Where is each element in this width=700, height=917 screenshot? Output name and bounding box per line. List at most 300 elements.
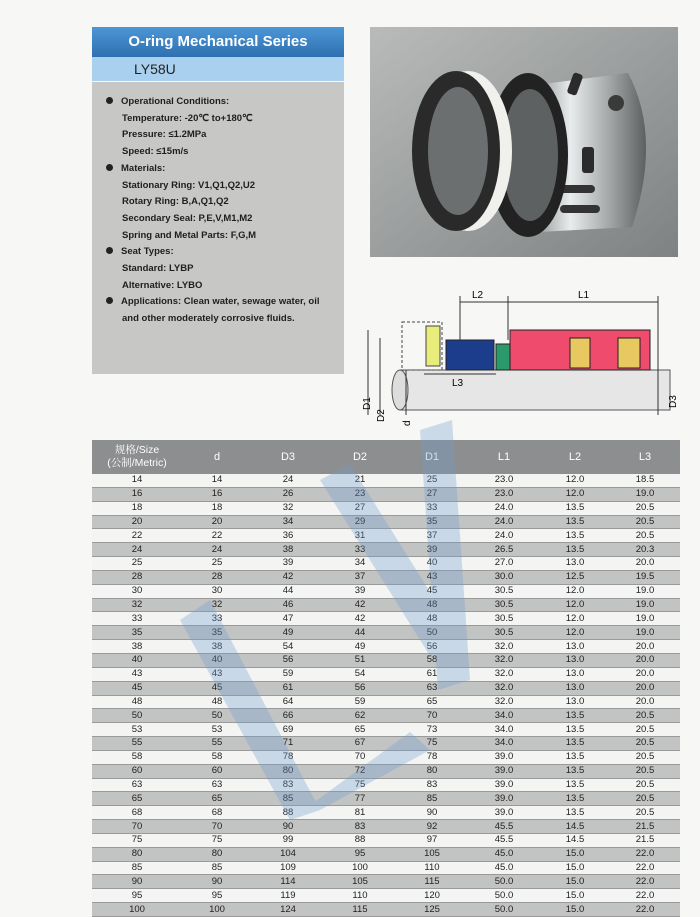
- table-cell: 21.5: [610, 833, 680, 847]
- table-cell: 54: [324, 667, 396, 681]
- table-cell: 42: [324, 612, 396, 626]
- table-cell: 25: [396, 474, 468, 487]
- table-cell: 32.0: [468, 667, 540, 681]
- spec-heading: [106, 294, 338, 311]
- spec-text: Operational Conditions:: [121, 96, 230, 107]
- table-row: [92, 626, 680, 640]
- table-cell: 50: [92, 709, 182, 723]
- table-cell: 44: [324, 626, 396, 640]
- table-row: [92, 833, 680, 847]
- table-cell: 65: [396, 695, 468, 709]
- table-cell: 26.5: [468, 543, 540, 557]
- table-cell: 56: [396, 640, 468, 654]
- label-d: d: [402, 420, 413, 426]
- table-cell: 110: [396, 861, 468, 875]
- table-cell: 77: [324, 792, 396, 806]
- table-cell: 21: [324, 474, 396, 487]
- table-cell: 39.0: [468, 764, 540, 778]
- table-cell: 50: [182, 709, 252, 723]
- table-cell: 58: [92, 750, 182, 764]
- table-cell: 43: [92, 667, 182, 681]
- label-l1: L1: [578, 290, 590, 301]
- table-cell: 65: [92, 792, 182, 806]
- spec-text: Temperature: -20℃ to+180℃: [122, 112, 253, 124]
- table-cell: 20.0: [610, 653, 680, 667]
- column-header: 规格/Size (公制/Metric): [92, 440, 182, 474]
- table-cell: 25: [92, 557, 182, 571]
- table-cell: 69: [252, 723, 324, 737]
- table-cell: 56: [252, 653, 324, 667]
- table-cell: 59: [252, 667, 324, 681]
- table-cell: 95: [182, 889, 252, 903]
- table-cell: 114: [252, 875, 324, 889]
- table-cell: 34.0: [468, 723, 540, 737]
- table-cell: 19.0: [610, 584, 680, 598]
- table-cell: 13.5: [540, 778, 610, 792]
- table-cell: 66: [252, 709, 324, 723]
- table-cell: 20.5: [610, 501, 680, 515]
- table-cell: 20.5: [610, 806, 680, 820]
- table-cell: 42: [324, 598, 396, 612]
- table-cell: 18: [182, 501, 252, 515]
- table-cell: 22.0: [610, 875, 680, 889]
- table-cell: 30.5: [468, 612, 540, 626]
- table-row: [92, 695, 680, 709]
- table-row: [92, 584, 680, 598]
- table-cell: 105: [324, 875, 396, 889]
- table-cell: 61: [396, 667, 468, 681]
- spec-heading: [106, 94, 338, 111]
- table-cell: 100: [92, 903, 182, 917]
- spec-item: [106, 144, 338, 161]
- table-cell: 120: [396, 889, 468, 903]
- column-header: d: [182, 440, 252, 474]
- table-cell: 13.5: [540, 723, 610, 737]
- table-cell: 20.5: [610, 764, 680, 778]
- table-cell: 27.0: [468, 557, 540, 571]
- table-row: [92, 709, 680, 723]
- table-cell: 27: [324, 501, 396, 515]
- table-cell: 33: [324, 543, 396, 557]
- table-cell: 50.0: [468, 875, 540, 889]
- table-cell: 100: [182, 903, 252, 917]
- table-cell: 12.0: [540, 626, 610, 640]
- table-header-row: [92, 440, 680, 474]
- table-cell: 18: [92, 501, 182, 515]
- table-cell: 23: [324, 487, 396, 501]
- table-cell: 63: [182, 778, 252, 792]
- spec-text: Applications: Clean water, sewage water, oil: [121, 296, 320, 308]
- table-cell: 124: [252, 903, 324, 917]
- table-cell: 20.0: [610, 695, 680, 709]
- table-cell: 47: [252, 612, 324, 626]
- table-cell: 80: [396, 764, 468, 778]
- table-row: [92, 806, 680, 820]
- table-cell: 24.0: [468, 501, 540, 515]
- table-cell: 24: [182, 543, 252, 557]
- table-cell: 110: [324, 889, 396, 903]
- table-cell: 38: [252, 543, 324, 557]
- table-row: [92, 861, 680, 875]
- table-cell: 20.5: [610, 737, 680, 751]
- table-cell: 12.0: [540, 598, 610, 612]
- dimension-table: [92, 440, 680, 917]
- table-cell: 54: [252, 640, 324, 654]
- table-cell: 90: [92, 875, 182, 889]
- table-cell: 39.0: [468, 792, 540, 806]
- table-row: [92, 792, 680, 806]
- label-d3: D3: [668, 395, 679, 408]
- table-cell: 19.0: [610, 487, 680, 501]
- table-cell: 80: [182, 847, 252, 861]
- table-cell: 20: [182, 515, 252, 529]
- table-cell: 88: [252, 806, 324, 820]
- table-cell: 19.0: [610, 598, 680, 612]
- table-cell: 115: [324, 903, 396, 917]
- table-cell: 13.0: [540, 653, 610, 667]
- table-cell: 13.5: [540, 529, 610, 543]
- table-cell: 65: [182, 792, 252, 806]
- table-cell: 35: [92, 626, 182, 640]
- table-cell: 43: [182, 667, 252, 681]
- table-row: [92, 515, 680, 529]
- table-row: [92, 875, 680, 889]
- table-cell: 42: [252, 570, 324, 584]
- table-cell: 32.0: [468, 653, 540, 667]
- table-cell: 70: [396, 709, 468, 723]
- spec-heading: [106, 161, 338, 178]
- table-row: [92, 640, 680, 654]
- table-cell: 22.0: [610, 889, 680, 903]
- column-header: D1: [396, 440, 468, 474]
- table-cell: 45: [396, 584, 468, 598]
- spec-text: Spring and Metal Parts: F,G,M: [122, 229, 257, 241]
- spec-panel: [92, 82, 344, 374]
- table-cell: 20: [92, 515, 182, 529]
- table-cell: 44: [252, 584, 324, 598]
- model-number: LY58U: [92, 57, 344, 81]
- table-cell: 38: [92, 640, 182, 654]
- table-cell: 40: [396, 557, 468, 571]
- table-cell: 32: [252, 501, 324, 515]
- table-cell: 13.5: [540, 709, 610, 723]
- column-header: D2: [324, 440, 396, 474]
- table-cell: 25: [182, 557, 252, 571]
- table-cell: 31: [324, 529, 396, 543]
- table-cell: 23.0: [468, 487, 540, 501]
- table-cell: 90: [252, 820, 324, 834]
- table-cell: 68: [182, 806, 252, 820]
- spec-text: Materials:: [121, 162, 166, 174]
- spec-item: [106, 278, 338, 295]
- table-cell: 37: [324, 570, 396, 584]
- table-row: [92, 681, 680, 695]
- table-cell: 48: [182, 695, 252, 709]
- table-cell: 51: [324, 653, 396, 667]
- column-header: L3: [610, 440, 680, 474]
- table-cell: 15.0: [540, 889, 610, 903]
- seal-photo-illustration: [370, 27, 678, 257]
- table-cell: 30.5: [468, 598, 540, 612]
- table-cell: 13.5: [540, 515, 610, 529]
- table-row: [92, 474, 680, 487]
- table-cell: 50: [396, 626, 468, 640]
- table-cell: 34: [324, 557, 396, 571]
- table-cell: 58: [396, 653, 468, 667]
- table-cell: 45: [92, 681, 182, 695]
- table-cell: 65: [324, 723, 396, 737]
- table-cell: 83: [252, 778, 324, 792]
- table-row: [92, 557, 680, 571]
- table-cell: 32.0: [468, 681, 540, 695]
- table-cell: 81: [324, 806, 396, 820]
- table-cell: 20.0: [610, 667, 680, 681]
- table-cell: 50.0: [468, 889, 540, 903]
- spec-text: Standard: LYBP: [122, 263, 194, 275]
- table-row: [92, 501, 680, 515]
- table-cell: 13.0: [540, 681, 610, 695]
- table-cell: 24.0: [468, 515, 540, 529]
- table-cell: 38: [182, 640, 252, 654]
- table-cell: 55: [92, 737, 182, 751]
- table-cell: 20.5: [610, 709, 680, 723]
- table-cell: 39.0: [468, 750, 540, 764]
- table-cell: 39: [324, 584, 396, 598]
- table-body: [92, 474, 680, 917]
- table-cell: 60: [182, 764, 252, 778]
- table-cell: 46: [252, 598, 324, 612]
- table-cell: 30.0: [468, 570, 540, 584]
- table-cell: 13.5: [540, 750, 610, 764]
- table-cell: 39: [396, 543, 468, 557]
- table-cell: 24: [252, 474, 324, 487]
- table-cell: 63: [396, 681, 468, 695]
- table-cell: 92: [396, 820, 468, 834]
- table-row: [92, 612, 680, 626]
- bullet-icon: [106, 164, 113, 171]
- table-cell: 68: [92, 806, 182, 820]
- table-cell: 60: [92, 764, 182, 778]
- table-cell: 15.0: [540, 875, 610, 889]
- table-cell: 45.5: [468, 833, 540, 847]
- table-cell: 39: [252, 557, 324, 571]
- column-header: D3: [252, 440, 324, 474]
- table-cell: 30.5: [468, 584, 540, 598]
- table-cell: 32: [92, 598, 182, 612]
- table-cell: 75: [182, 833, 252, 847]
- table-cell: 13.5: [540, 737, 610, 751]
- table-cell: 58: [182, 750, 252, 764]
- table-cell: 78: [252, 750, 324, 764]
- table-cell: 14.5: [540, 820, 610, 834]
- table-cell: 13.5: [540, 543, 610, 557]
- bullet-icon: [106, 247, 113, 254]
- spec-text: Pressure: ≤1.2MPa: [122, 129, 207, 141]
- table-cell: 35: [182, 626, 252, 640]
- table-cell: 22.0: [610, 847, 680, 861]
- table-cell: 85: [182, 861, 252, 875]
- table-row: [92, 653, 680, 667]
- table-cell: 37: [396, 529, 468, 543]
- table-cell: 34.0: [468, 709, 540, 723]
- table-cell: 30: [92, 584, 182, 598]
- table-cell: 20.5: [610, 529, 680, 543]
- bullet-icon: [106, 297, 113, 304]
- table-cell: 32: [182, 598, 252, 612]
- table-cell: 100: [324, 861, 396, 875]
- table-cell: 20.3: [610, 543, 680, 557]
- product-photo: [370, 27, 678, 257]
- table-cell: 13.5: [540, 806, 610, 820]
- table-row: [92, 598, 680, 612]
- table-cell: 12.0: [540, 487, 610, 501]
- table-cell: 36: [252, 529, 324, 543]
- table-cell: 33: [92, 612, 182, 626]
- table-cell: 56: [324, 681, 396, 695]
- table-cell: 22.0: [610, 903, 680, 917]
- table-cell: 40: [182, 653, 252, 667]
- table-cell: 53: [182, 723, 252, 737]
- table-cell: 12.0: [540, 474, 610, 487]
- table-cell: 14.5: [540, 833, 610, 847]
- table-cell: 45: [182, 681, 252, 695]
- table-cell: 73: [396, 723, 468, 737]
- table-cell: 85: [92, 861, 182, 875]
- label-d2: D2: [376, 409, 387, 422]
- table-cell: 63: [92, 778, 182, 792]
- table-cell: 67: [324, 737, 396, 751]
- table-cell: 50.0: [468, 903, 540, 917]
- table-cell: 20.0: [610, 557, 680, 571]
- table-cell: 45.0: [468, 847, 540, 861]
- table-cell: 22: [92, 529, 182, 543]
- table-cell: 12.5: [540, 570, 610, 584]
- table-row: [92, 487, 680, 501]
- table-cell: 99: [252, 833, 324, 847]
- table-cell: 49: [324, 640, 396, 654]
- table-cell: 20.0: [610, 640, 680, 654]
- table-cell: 21.5: [610, 820, 680, 834]
- table-cell: 24: [92, 543, 182, 557]
- table-cell: 20.0: [610, 681, 680, 695]
- table-cell: 97: [396, 833, 468, 847]
- table-cell: 49: [252, 626, 324, 640]
- table-cell: 48: [396, 612, 468, 626]
- dimension-diagram: [360, 280, 680, 430]
- table-cell: 13.0: [540, 695, 610, 709]
- table-cell: 14: [182, 474, 252, 487]
- column-header: L2: [540, 440, 610, 474]
- table-cell: 83: [324, 820, 396, 834]
- table-cell: 43: [396, 570, 468, 584]
- spec-item: [106, 127, 338, 144]
- table-cell: 15.0: [540, 847, 610, 861]
- table-cell: 95: [324, 847, 396, 861]
- table-cell: 20.5: [610, 778, 680, 792]
- table-cell: 80: [92, 847, 182, 861]
- table-cell: 71: [252, 737, 324, 751]
- table-cell: 125: [396, 903, 468, 917]
- table-row: [92, 764, 680, 778]
- table-cell: 22: [182, 529, 252, 543]
- table-cell: 85: [396, 792, 468, 806]
- table-row: [92, 889, 680, 903]
- table-cell: 70: [92, 820, 182, 834]
- table-cell: 33: [182, 612, 252, 626]
- table-cell: 19.5: [610, 570, 680, 584]
- table-cell: 61: [252, 681, 324, 695]
- table-cell: 32.0: [468, 640, 540, 654]
- table-cell: 30: [182, 584, 252, 598]
- table-cell: 33: [396, 501, 468, 515]
- table-cell: 75: [396, 737, 468, 751]
- column-header: L1: [468, 440, 540, 474]
- spec-text: Secondary Seal: P,E,V,M1,M2: [122, 212, 253, 224]
- table-row: [92, 778, 680, 792]
- table-cell: 55: [182, 737, 252, 751]
- table-cell: 13.0: [540, 640, 610, 654]
- table-cell: 115: [396, 875, 468, 889]
- table-cell: 20.5: [610, 723, 680, 737]
- table-row: [92, 737, 680, 751]
- table-cell: 13.5: [540, 501, 610, 515]
- series-title: O-ring Mechanical Series: [92, 27, 344, 57]
- spec-item: [106, 311, 338, 328]
- table-cell: 109: [252, 861, 324, 875]
- table-cell: 13.0: [540, 667, 610, 681]
- table-cell: 15.0: [540, 903, 610, 917]
- table-row: [92, 570, 680, 584]
- table-cell: 119: [252, 889, 324, 903]
- table-cell: 18.5: [610, 474, 680, 487]
- label-l2: L2: [472, 290, 484, 301]
- table-cell: 35: [396, 515, 468, 529]
- table-cell: 34: [252, 515, 324, 529]
- spec-item: [106, 178, 338, 195]
- table-cell: 78: [396, 750, 468, 764]
- table-cell: 16: [182, 487, 252, 501]
- table-cell: 90: [182, 875, 252, 889]
- table-cell: 59: [324, 695, 396, 709]
- table-cell: 75: [324, 778, 396, 792]
- label-d1: D1: [362, 397, 373, 410]
- table-cell: 45.0: [468, 861, 540, 875]
- table-cell: 88: [324, 833, 396, 847]
- table-cell: 83: [396, 778, 468, 792]
- spec-item: [106, 194, 338, 211]
- table-cell: 90: [396, 806, 468, 820]
- table-cell: 16: [92, 487, 182, 501]
- table-cell: 20.5: [610, 792, 680, 806]
- table-cell: 12.0: [540, 584, 610, 598]
- table-cell: 19.0: [610, 612, 680, 626]
- table-cell: 14: [92, 474, 182, 487]
- table-cell: 13.5: [540, 764, 610, 778]
- table-cell: 62: [324, 709, 396, 723]
- spec-heading: [106, 244, 338, 261]
- table-cell: 70: [182, 820, 252, 834]
- table-cell: 53: [92, 723, 182, 737]
- table-cell: 26: [252, 487, 324, 501]
- table-row: [92, 903, 680, 917]
- table-cell: 20.5: [610, 750, 680, 764]
- spec-text: Alternative: LYBO: [122, 279, 203, 291]
- table-cell: 23.0: [468, 474, 540, 487]
- table-cell: 32.0: [468, 695, 540, 709]
- table-cell: 13.0: [540, 557, 610, 571]
- spec-text: Seat Types:: [121, 246, 174, 258]
- table-cell: 22.0: [610, 861, 680, 875]
